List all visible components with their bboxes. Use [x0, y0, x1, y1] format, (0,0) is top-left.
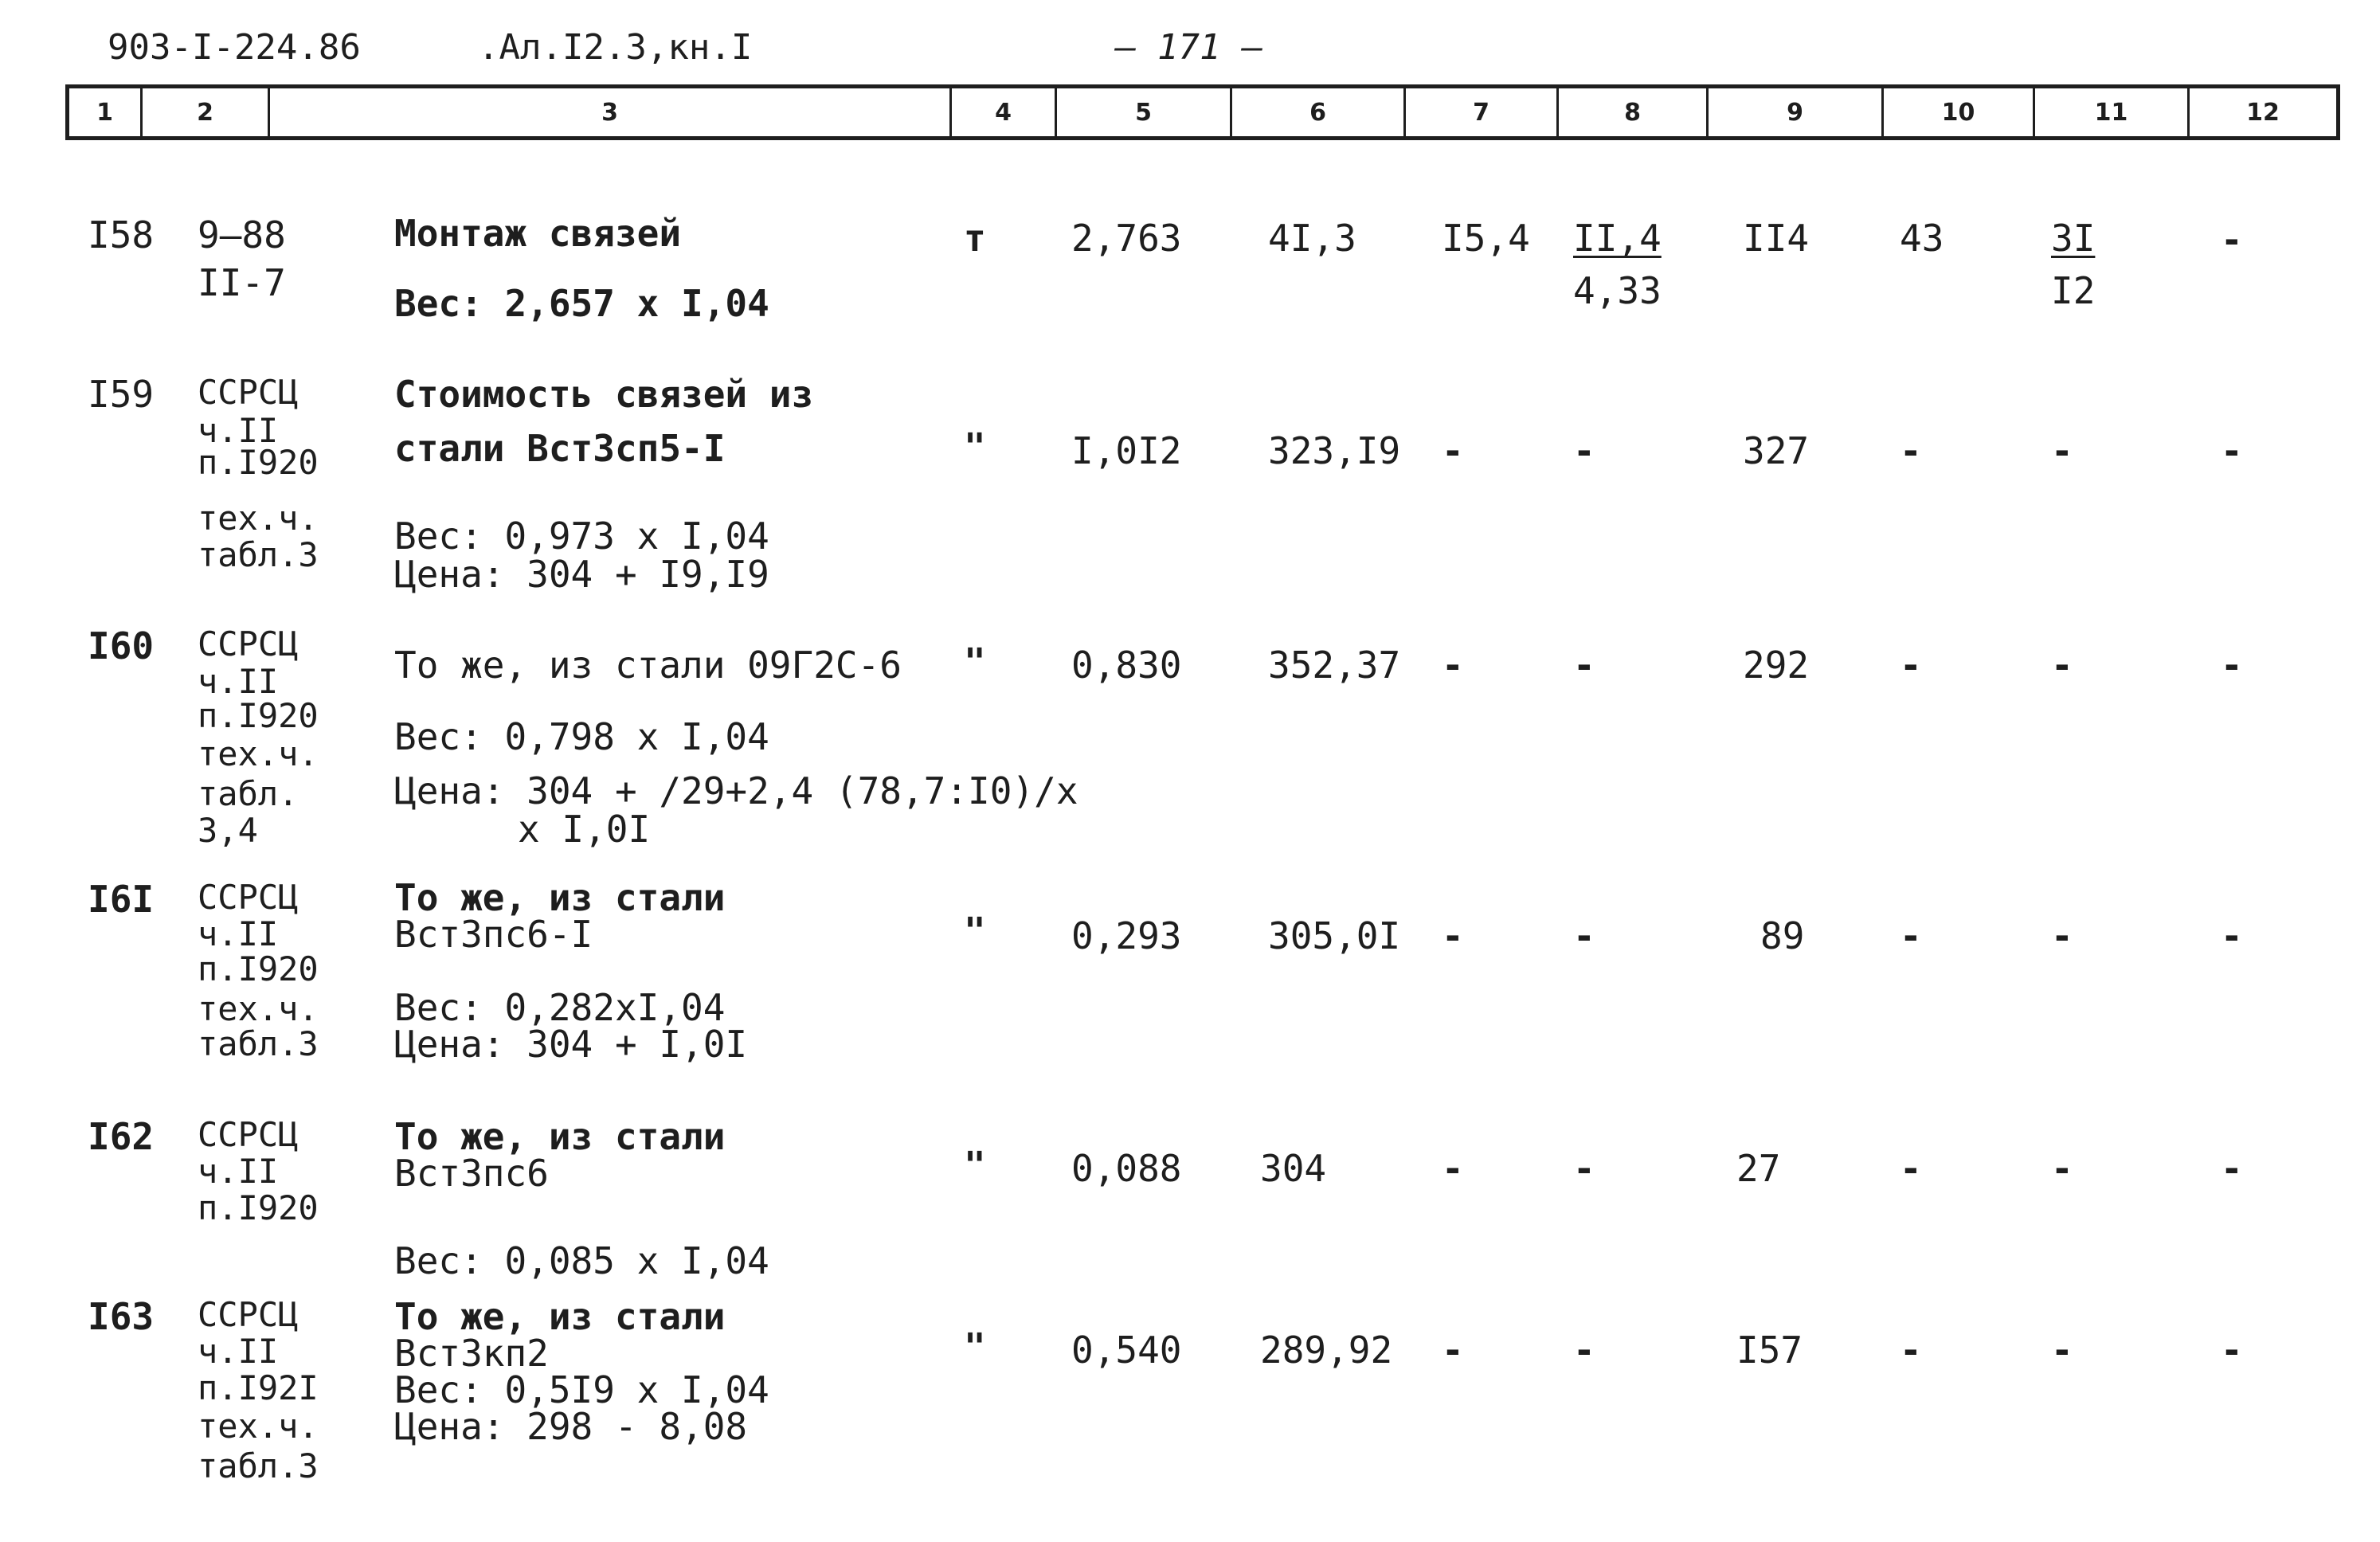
column-header-9: 9	[1709, 88, 1884, 136]
row-number: I6I	[88, 878, 155, 921]
row-unit: т	[964, 217, 986, 260]
row-col12: -	[2221, 1329, 2243, 1372]
document-code: 903-I-224.86	[108, 27, 361, 68]
row-col11: -	[2051, 914, 2073, 957]
row-price: 305,0I	[1268, 914, 1401, 957]
row-col8: -	[1573, 644, 1595, 687]
column-header-1: 1	[69, 88, 143, 136]
column-header-6: 6	[1232, 88, 1406, 136]
row-description: Цена: 304 + /29+2,4 (78,7:I0)/x	[394, 769, 1078, 812]
row-reference: табл.3	[198, 1024, 319, 1063]
row-col12: -	[2221, 218, 2243, 261]
row-reference: ССРСЦ	[198, 1295, 299, 1334]
column-header-strip	[65, 84, 2340, 140]
row-col9: 27	[1736, 1147, 1781, 1190]
row-quantity: 0,540	[1071, 1329, 1182, 1372]
row-quantity: 0,088	[1071, 1147, 1182, 1190]
row-col7: -	[1442, 1147, 1464, 1190]
column-header-5: 5	[1057, 88, 1232, 136]
row-reference: ч.II	[198, 914, 279, 953]
row-reference: ССРСЦ	[198, 1115, 299, 1154]
row-price: 289,92	[1260, 1329, 1393, 1372]
column-header-3: 3	[270, 88, 952, 136]
row-reference: ч.II	[198, 1332, 279, 1371]
row-reference: ССРСЦ	[198, 878, 299, 917]
row-description: x I,0I	[518, 808, 651, 851]
row-col10: -	[1900, 644, 1922, 687]
row-quantity: 0,830	[1071, 644, 1182, 687]
row-reference: 9–88	[198, 213, 286, 256]
row-reference: п.I920	[198, 1188, 319, 1227]
row-reference: 3,4	[198, 811, 258, 850]
row-reference: табл.3	[198, 1446, 319, 1485]
row-unit: "	[964, 1325, 986, 1368]
row-col9: I57	[1736, 1329, 1803, 1372]
column-header-11: 11	[2035, 88, 2190, 136]
row-description: ВстЗпс6-I	[394, 913, 593, 956]
row-reference: п.I92I	[198, 1368, 319, 1407]
row-col12: -	[2221, 429, 2243, 472]
row-number: I62	[88, 1115, 155, 1158]
row-number: I58	[88, 213, 155, 256]
row-col9: 89	[1760, 914, 1805, 957]
column-header-12: 12	[2246, 98, 2280, 127]
row-description: То же, из стали	[394, 876, 726, 919]
row-description: Вес: 0,5I9 x I,04	[394, 1368, 769, 1411]
row-reference: ч.II	[198, 1152, 279, 1191]
row-description: Цена: 298 - 8,08	[394, 1405, 748, 1448]
row-col8: -	[1573, 1147, 1595, 1190]
row-price: 304	[1260, 1147, 1327, 1190]
row-description: ВстЗкп2	[394, 1332, 549, 1375]
row-description: Стоимость связей из	[394, 373, 814, 416]
row-reference: II-7	[198, 261, 286, 304]
row-col7: -	[1442, 644, 1464, 687]
row-col12: -	[2221, 644, 2243, 687]
row-reference: ч.II	[198, 662, 279, 701]
column-header-4: 4	[952, 88, 1057, 136]
row-description: Вес: 0,973 x I,04	[394, 515, 769, 558]
row-price: 4I,3	[1268, 217, 1356, 260]
row-description: Вес: 2,657 x I,04	[394, 282, 769, 325]
row-reference: ССРСЦ	[198, 373, 299, 412]
row-description: Цена: 304 + I9,I9	[394, 553, 769, 596]
row-col12: -	[2221, 1147, 2243, 1190]
row-reference: п.I920	[198, 443, 319, 482]
row-col11: -	[2051, 644, 2073, 687]
row-unit: "	[964, 1144, 986, 1187]
row-col11: -	[2051, 429, 2073, 472]
row-col11: I2	[2051, 269, 2096, 312]
row-description: Вес: 0,085 x I,04	[394, 1239, 769, 1282]
row-description: То же, из стали	[394, 1295, 726, 1338]
row-description: ВстЗпс6	[394, 1152, 549, 1195]
row-col11: -	[2051, 1329, 2073, 1372]
row-col10: -	[1900, 914, 1922, 957]
row-reference: табл.	[198, 774, 299, 813]
row-col7: -	[1442, 429, 1464, 472]
row-reference: табл.3	[198, 535, 319, 574]
row-reference: тех.ч.	[198, 499, 319, 538]
row-reference: тех.ч.	[198, 1407, 319, 1446]
row-reference: тех.ч.	[198, 734, 319, 773]
row-col8: II,4	[1573, 217, 1662, 260]
row-col9: 327	[1743, 429, 1810, 472]
row-reference: ч.II	[198, 411, 279, 450]
row-col11: -	[2051, 1147, 2073, 1190]
row-col10: -	[1900, 429, 1922, 472]
column-header-8: 8	[1559, 88, 1709, 136]
row-quantity: 2,763	[1071, 217, 1182, 260]
row-unit: "	[964, 640, 986, 683]
row-quantity: I,0I2	[1071, 429, 1182, 472]
row-col10: -	[1900, 1147, 1922, 1190]
row-reference: п.I920	[198, 949, 319, 988]
row-unit: "	[964, 425, 986, 468]
row-description: Вес: 0,798 x I,04	[394, 715, 769, 758]
row-col8: -	[1573, 1329, 1595, 1372]
album-reference: .Ал.I2.3,кн.I	[478, 27, 753, 68]
row-col7: -	[1442, 914, 1464, 957]
row-price: 323,I9	[1268, 429, 1401, 472]
row-col8: 4,33	[1573, 269, 1662, 312]
row-col8: -	[1573, 429, 1595, 472]
row-col7: -	[1442, 1329, 1464, 1372]
row-reference: ССРСЦ	[198, 624, 299, 663]
row-description: Цена: 304 + I,0I	[394, 1023, 748, 1066]
row-col7: I5,4	[1442, 217, 1530, 260]
row-description: Монтаж связей	[394, 212, 682, 255]
row-reference: тех.ч.	[198, 989, 319, 1028]
row-col8: -	[1573, 914, 1595, 957]
row-reference: п.I920	[198, 696, 319, 735]
row-price: 352,37	[1268, 644, 1401, 687]
column-header-10: 10	[1884, 88, 2035, 136]
row-description: Вес: 0,282xI,04	[394, 986, 726, 1029]
row-unit: "	[964, 910, 986, 953]
row-number: I59	[88, 373, 155, 416]
row-col12: -	[2221, 914, 2243, 957]
column-header-2: 2	[143, 88, 270, 136]
row-col10: -	[1900, 1329, 1922, 1372]
column-header-7: 7	[1406, 88, 1559, 136]
row-col9: 292	[1743, 644, 1810, 687]
row-col10: 43	[1900, 217, 1944, 260]
row-col11: 3I	[2051, 217, 2096, 260]
row-col9: II4	[1743, 217, 1810, 260]
row-description: То же, из стали	[394, 1115, 726, 1158]
row-number: I63	[88, 1295, 155, 1338]
row-description: То же, из стали 09Г2С-6	[394, 644, 902, 687]
row-description: стали ВстЗсп5-I	[394, 427, 726, 470]
row-quantity: 0,293	[1071, 914, 1182, 957]
row-number: I60	[88, 624, 155, 667]
page-number: — 171 —	[1115, 27, 1263, 68]
